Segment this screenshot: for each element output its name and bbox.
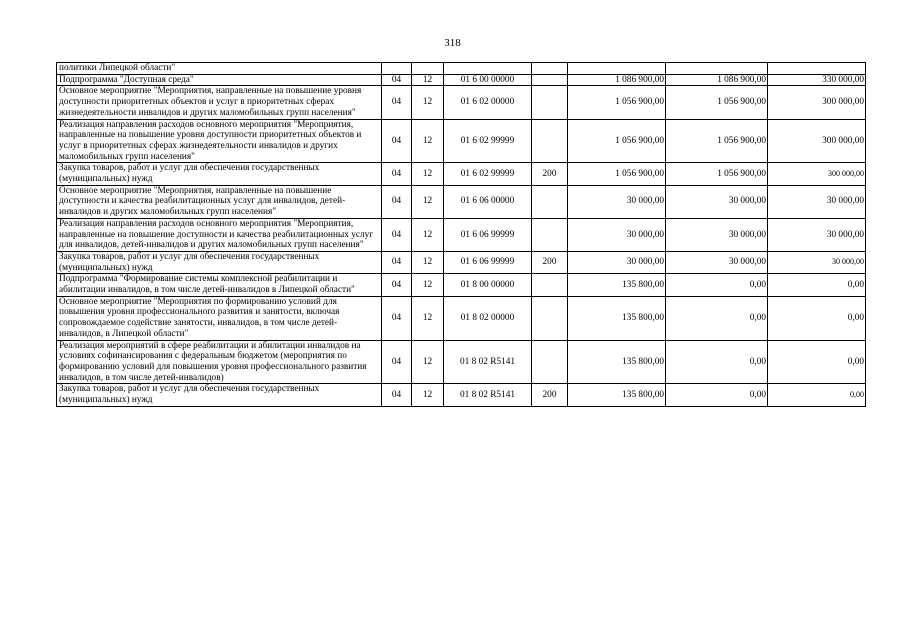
amount-year-3: 0,00	[768, 384, 866, 406]
expense-type-code	[532, 185, 568, 218]
amount-year-3: 300 000,00	[768, 86, 866, 119]
table-row	[57, 163, 866, 185]
expense-type-code	[532, 119, 568, 163]
budget-table	[56, 62, 866, 407]
subsection-code: 12	[412, 119, 444, 163]
expense-type-code: 200	[532, 384, 568, 406]
section-code: 04	[382, 384, 412, 406]
target-article-code: 01 8 02 00000	[444, 296, 532, 340]
table-row	[57, 119, 866, 163]
row-description: Реализация направления расходов основного мероприятия "Мероприятия, направленные на повышение уровня доступности приоритетных объектов и услуг в приоритетных сферах жизнедеятельности инвалидов и других маломобильных групп населения"	[57, 119, 382, 163]
section-code: 04	[382, 163, 412, 185]
amount-year-2: 30 000,00	[666, 185, 768, 218]
subsection-code: 12	[412, 274, 444, 296]
amount-year-1: 135 800,00	[568, 296, 666, 340]
amount-year-2: 0,00	[666, 296, 768, 340]
amount-year-1: 1 056 900,00	[568, 119, 666, 163]
amount-year-3: 30 000,00	[768, 218, 866, 251]
budget-rows	[57, 63, 866, 407]
amount-year-2: 30 000,00	[666, 251, 768, 273]
expense-type-code	[532, 274, 568, 296]
table-row	[57, 74, 866, 86]
amount-year-1: 135 800,00	[568, 340, 666, 384]
row-description: Закупка товаров, работ и услуг для обеспечения государственных (муниципальных) нужд	[57, 163, 382, 185]
subsection-code: 12	[412, 163, 444, 185]
subsection-code: 12	[412, 74, 444, 86]
amount-year-3: 330 000,00	[768, 74, 866, 86]
amount-year-2: 0,00	[666, 340, 768, 384]
amount-year-2: 1 056 900,00	[666, 163, 768, 185]
row-description: политики Липецкой области"	[57, 63, 382, 75]
amount-year-1: 1 086 900,00	[568, 74, 666, 86]
expense-type-code	[532, 74, 568, 86]
section-code: 04	[382, 296, 412, 340]
row-description: Основное мероприятие "Мероприятия по формированию условий для повышения уровня профессионального развития и занятости, включая сопровождаемое содействие занятости, инвалидов, в том числе детей-инвалидов, в Липецкой области"	[57, 296, 382, 340]
subsection-code: 12	[412, 86, 444, 119]
subsection-code: 12	[412, 296, 444, 340]
amount-year-1: 30 000,00	[568, 218, 666, 251]
amount-year-1: 30 000,00	[568, 251, 666, 273]
target-article-code: 01 6 06 00000	[444, 185, 532, 218]
expense-type-code: 200	[532, 163, 568, 185]
table-row	[57, 296, 866, 340]
target-article-code: 01 6 02 00000	[444, 86, 532, 119]
target-article-code: 01 6 02 99999	[444, 119, 532, 163]
amount-year-3: 300 000,00	[768, 119, 866, 163]
amount-year-3: 0,00	[768, 296, 866, 340]
subsection-code: 12	[412, 384, 444, 406]
target-article-code: 01 8 02 R5141	[444, 340, 532, 384]
target-article-code: 01 6 00 00000	[444, 74, 532, 86]
target-article-code: 01 6 02 99999	[444, 163, 532, 185]
table-row	[57, 274, 866, 296]
row-description: Закупка товаров, работ и услуг для обеспечения государственных (муниципальных) нужд	[57, 251, 382, 273]
amount-year-1: 30 000,00	[568, 185, 666, 218]
section-code: 04	[382, 86, 412, 119]
row-description: Реализация направления расходов основного мероприятия "Мероприятия, направленные на повышение доступности и качества реабилитационных услуг для инвалидов, детей-инвалидов и других маломобильных групп населения"	[57, 218, 382, 251]
row-description: Реализация мероприятий в сфере реабилитации и абилитации инвалидов на условиях софинансирования с федеральным бюджетом (мероприятия по формированию условий для повышения уровня профессионального развития инвалидов, в том числе детей-инвалидов)	[57, 340, 382, 384]
amount-year-2: 0,00	[666, 274, 768, 296]
table-row	[57, 63, 866, 75]
amount-year-3: 0,00	[768, 340, 866, 384]
section-code: 04	[382, 74, 412, 86]
amount-year-3	[768, 63, 866, 75]
section-code: 04	[382, 185, 412, 218]
table-row	[57, 218, 866, 251]
target-article-code	[444, 63, 532, 75]
expense-type-code	[532, 296, 568, 340]
amount-year-3: 30 000,00	[768, 185, 866, 218]
subsection-code: 12	[412, 218, 444, 251]
subsection-code: 12	[412, 251, 444, 273]
subsection-code	[412, 63, 444, 75]
amount-year-3: 30 000,00	[768, 251, 866, 273]
section-code: 04	[382, 251, 412, 273]
target-article-code: 01 8 02 R5141	[444, 384, 532, 406]
row-description: Основное мероприятие "Мероприятия, направленные на повышение уровня доступности приоритетных объектов и услуг в приоритетных сферах жизнедеятельности инвалидов и других маломобильных групп населения"	[57, 86, 382, 119]
amount-year-2: 1 056 900,00	[666, 86, 768, 119]
amount-year-1	[568, 63, 666, 75]
amount-year-1: 1 056 900,00	[568, 86, 666, 119]
amount-year-3: 300 000,00	[768, 163, 866, 185]
table-row	[57, 185, 866, 218]
expense-type-code	[532, 63, 568, 75]
table-row	[57, 384, 866, 406]
row-description: Подпрограмма "Формирование системы комплексной реабилитации и абилитации инвалидов, в том числе детей-инвалидов в Липецкой области"	[57, 274, 382, 296]
amount-year-3: 0,00	[768, 274, 866, 296]
amount-year-2: 0,00	[666, 384, 768, 406]
section-code: 04	[382, 340, 412, 384]
table-row	[57, 340, 866, 384]
target-article-code: 01 8 00 00000	[444, 274, 532, 296]
expense-type-code	[532, 218, 568, 251]
section-code: 04	[382, 274, 412, 296]
section-code: 04	[382, 218, 412, 251]
amount-year-2: 1 086 900,00	[666, 74, 768, 86]
target-article-code: 01 6 06 99999	[444, 251, 532, 273]
amount-year-1: 1 056 900,00	[568, 163, 666, 185]
amount-year-2: 30 000,00	[666, 218, 768, 251]
amount-year-2	[666, 63, 768, 75]
subsection-code: 12	[412, 340, 444, 384]
row-description: Подпрограмма "Доступная среда"	[57, 74, 382, 86]
amount-year-1: 135 800,00	[568, 274, 666, 296]
row-description: Закупка товаров, работ и услуг для обеспечения государственных (муниципальных) нужд	[57, 384, 382, 406]
section-code: 04	[382, 119, 412, 163]
table-row	[57, 251, 866, 273]
expense-type-code	[532, 86, 568, 119]
amount-year-2: 1 056 900,00	[666, 119, 768, 163]
expense-type-code: 200	[532, 251, 568, 273]
target-article-code: 01 6 06 99999	[444, 218, 532, 251]
row-description: Основное мероприятие "Мероприятия, направленные на повышение доступности и качества реабилитационных услуг для инвалидов, детей-инвалидов и других маломобильных групп населения"	[57, 185, 382, 218]
expense-type-code	[532, 340, 568, 384]
subsection-code: 12	[412, 185, 444, 218]
page-number: 318	[444, 37, 461, 49]
amount-year-1: 135 800,00	[568, 384, 666, 406]
table-row	[57, 86, 866, 119]
section-code	[382, 63, 412, 75]
